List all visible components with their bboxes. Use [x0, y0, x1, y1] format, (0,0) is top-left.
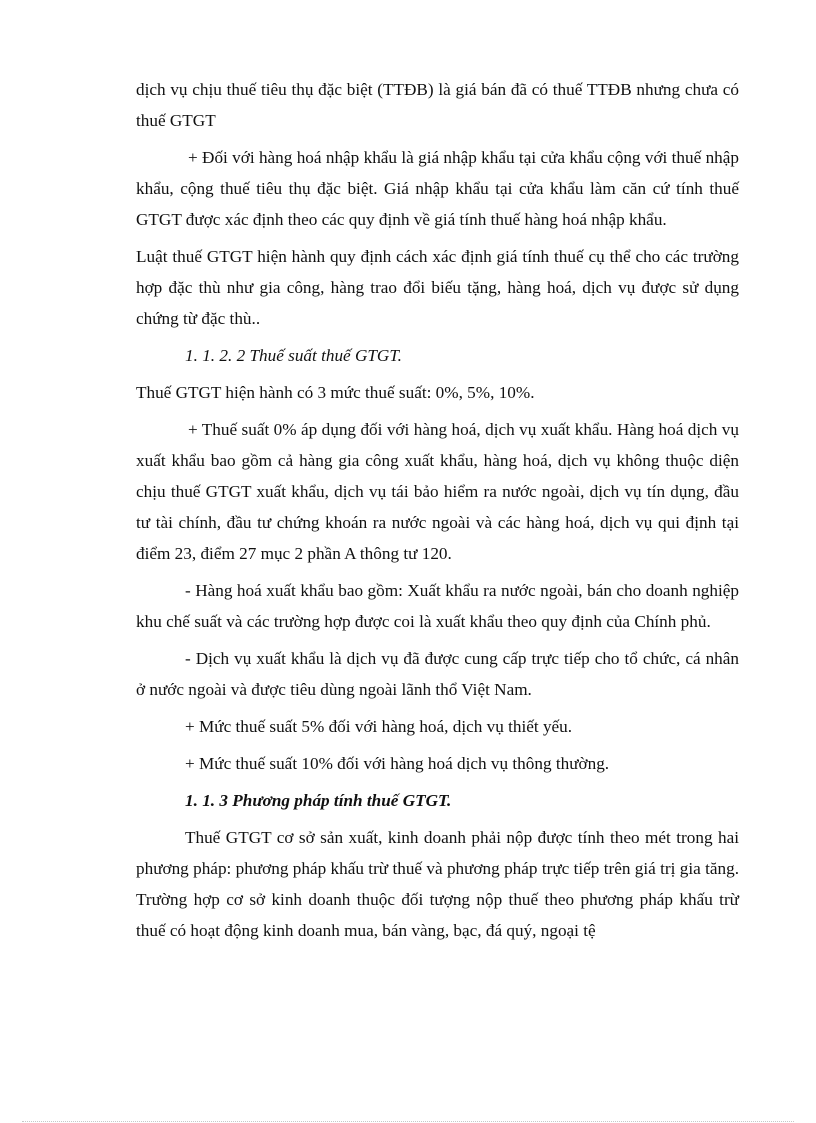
paragraph-zero-rate: + Thuế suất 0% áp dụng đối với hàng hoá, dịch vụ xuất khẩu. Hàng hoá dịch vụ xuất khẩu bao gồm cả hàng gia công xuất khẩu, hàng hoá, dịch vụ không thuộc diện chịu thuế GTGT xuất khẩu, dịch vụ tái bảo hiểm ra nước ngoài, dịch vụ tín dụng, đầu tư tài chính, đầu tư chứng khoán ra nước ngoài và các hàng hoá, dịch vụ qui định tại điểm 23, điểm 27 mục 2 phần A thông tư 120.	[136, 420, 739, 563]
page-bottom-divider	[22, 1121, 794, 1122]
paragraph-calculation-methods: Thuế GTGT cơ sở sản xuất, kinh doanh phải nộp được tính theo mét trong hai phương pháp: phương pháp khấu trừ thuế và phương pháp trực tiếp trên giá trị gia tăng. Trường hợp cơ sở kinh doanh thuộc đối tượng nộp thuế theo phương pháp khấu trừ thuế có hoạt động kinh doanh mua, bán vàng, bạc, đá quý, ngoại tệ	[136, 828, 739, 940]
paragraph-three-rates: Thuế GTGT hiện hành có 3 mức thuế suất: 0%, 5%, 10%.	[136, 383, 535, 402]
section-heading-tax-rates: 1. 1. 2. 2 Thuế suất thuế GTGT.	[185, 346, 402, 365]
document-body	[136, 74, 739, 946]
section-heading-calculation-method: 1. 1. 3 Phương pháp tính thuế GTGT.	[185, 791, 452, 810]
paragraph-special-cases: Luật thuế GTGT hiện hành quy định cách xác định giá tính thuế cụ thể cho các trường hợp đặc thù như gia công, hàng trao đổi biếu tặng, hàng hoá, dịch vụ được sử dụng chứng từ đặc thù..	[136, 247, 739, 328]
paragraph-exported-services: - Dịch vụ xuất khẩu là dịch vụ đã được cung cấp trực tiếp cho tổ chức, cá nhân ở nước ngoài và được tiêu dùng ngoài lãnh thổ Việt Nam.	[136, 649, 739, 699]
paragraph-ten-percent: + Mức thuế suất 10% đối với hàng hoá dịch vụ thông thường.	[185, 754, 610, 773]
paragraph-exported-goods: - Hàng hoá xuất khẩu bao gồm: Xuất khẩu ra nước ngoài, bán cho doanh nghiệp khu chế suất và các trường hợp được coi là xuất khẩu theo quy định của Chính phủ.	[136, 581, 739, 631]
paragraph-five-percent: + Mức thuế suất 5% đối với hàng hoá, dịch vụ thiết yếu.	[185, 717, 573, 736]
paragraph-continuation: dịch vụ chịu thuế tiêu thụ đặc biệt (TTĐB) là giá bán đã có thuế TTĐB nhưng chưa có thuế GTGT	[136, 80, 739, 130]
paragraph-imported-goods: + Đối với hàng hoá nhập khẩu là giá nhập khẩu tại cửa khẩu cộng với thuế nhập khẩu, cộng thuế tiêu thụ đặc biệt. Giá nhập khẩu tại cửa khẩu làm căn cứ tính thuế GTGT được xác định theo các quy định về giá tính thuế hàng hoá nhập khẩu.	[136, 148, 739, 229]
